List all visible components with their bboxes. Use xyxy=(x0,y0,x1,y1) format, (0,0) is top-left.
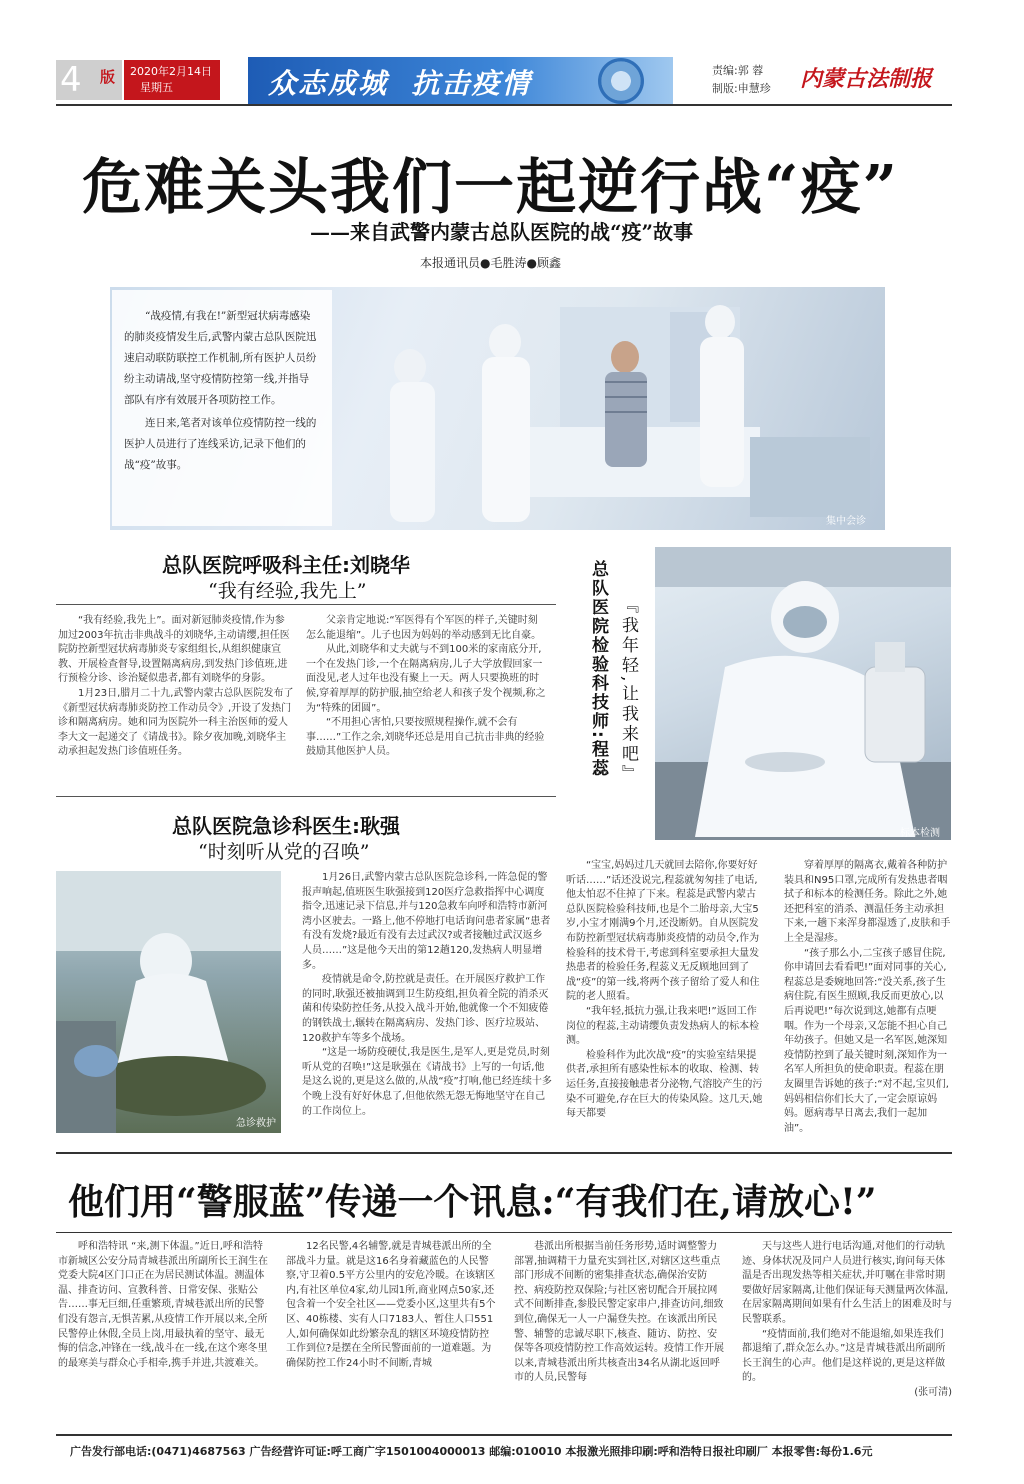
article-column xyxy=(302,871,552,1119)
intro-paragraph: 连日来,笔者对该单位疫情防控一线的医护人员进行了连线采访,记录下他们的战“疫”故事。 xyxy=(124,417,317,471)
paragraph: 12名民警,4名辅警,就是青城巷派出所的全部战斗力量。就是这16名身着藏蓝色的人民警察,守卫着0.5平方公里内的安危冷暖。在该辖区内,有社区单位4家,幼儿园1所,商业网点50家,还包含着一个安全社区——党委小区,这里共有5个区、40栋楼、实有人口7183人、暂住人口551人,如何确保如此纷繁杂乱的辖区环境疫情防控工作到位?是摆在全所民警面前的一道难题。为确保防控工作24小时不间断,青城 xyxy=(286,1241,496,1369)
intro-text xyxy=(124,306,318,478)
paragraph: “宝宝,妈妈过几天就回去陪你,你要好好听话……”话还没说完,程蕊就匆匆挂了电话,他太怕忍不住掉了下来。程蕊是武警内蒙古总队医院检验科技师,也是个二胎母亲,大宝5岁,小宝才刚满9个月,还没断奶。自从医院发布防控新型冠状病毒肺炎疫情的动员令,作为检验科的技术骨干,考虑到科室要承担大量发热患者的检验任务,程蕊义无反顾地回到了战“疫”的第一线,将两个孩子留给了爱人和住院的老人照看。 xyxy=(566,860,760,1003)
section-rule xyxy=(56,796,556,797)
paragraph: “不用担心害怕,只要按照规程操作,就不会有事……”工作之余,刘晓华还总是用自己抗击非典的经验鼓励其他医护人员。 xyxy=(306,717,545,758)
paragraph: “疫情面前,我们绝对不能退缩,如果连我们都退缩了,群众怎么办。”这是青城巷派出所副所长王润生的心声。他们是这样说的,更是这样做的。 xyxy=(742,1328,946,1384)
paragraph: 疫情就是命令,防控就是责任。在开展医疗救护工作的同时,耿强还被抽调到卫生防疫组,担负着全院的消杀灭菌和传染防控任务,从投入战斗开始,他就像一个不知疲倦的钢铁战士,辗转在隔离病房、发热门诊、医疗垃圾站、120救护车等多个战场。 xyxy=(302,974,549,1044)
producer: 制版:申慧珍 xyxy=(712,82,771,95)
article-column xyxy=(514,1240,726,1386)
paragraph: 呼和浩特讯 “来,测下体温。”近日,呼和浩特市新城区公安分局青城巷派出所副所长王润生在党委大院4区门口正在为居民测试体温。测温体温、排查访问、宣教科普、日常安保、张贴公告……事无巨细,任重繁琐,青城巷派出所的民警们没有怨言,无惧苦累,从疫情工作开展以来,全所民警停止休假,全员上岗,用最执着的坚守、最无悔的信念,冲锋在一线,战斗在一线,在这个寒冬里的最寒美与群众心手相牵,携手并进,共渡难关。 xyxy=(58,1241,268,1369)
photo-caption: 急诊救护 xyxy=(236,1118,276,1129)
page-number: 4 xyxy=(60,60,82,100)
section-quote-geng: “时刻听从党的召唤” xyxy=(198,841,370,863)
bottom-rule xyxy=(56,1232,952,1233)
footer-rule xyxy=(56,1434,952,1436)
editor: 责编:郭 蓉 xyxy=(712,64,764,77)
article-column xyxy=(742,1240,952,1401)
paragraph: 从此,刘晓华和丈夫就与不到100米的家南底分开,一个在发热门诊,一个在隔离病房,儿子大学放假回家一面没见,老人过年也没有聚上一天。两人只要换班的时候,穿着厚厚的防护服,抽空给老人和孩子发个视频,称之为“特殊的团圆”。 xyxy=(306,644,546,714)
article-column xyxy=(306,614,546,760)
paragraph: 巷派出所根据当前任务形势,适时调整警力部署,抽调精干力量充实到社区,对辖区这些重点部门形成不间断的密集排查状态,确保治安防控、病疫防控双保险;与社区密切配合开展拉网式不间断排查,参股民警定家串户,排查访问,细致到位,确保无一人一户漏登失控。在该派出所民警、辅警的忠诚尽职下,核查、随访、防控、安保等各项疫情防控工作高效运转。疫情工作开展以来,青城巷派出所共核查出34名从湖北返回呼市的人员,民警每 xyxy=(514,1241,724,1384)
article-column xyxy=(784,859,952,1136)
bottom-rule xyxy=(56,1152,952,1154)
weekday: 星期五 xyxy=(140,81,173,94)
section-title-liu: 总队医院呼吸科主任:刘晓华 xyxy=(162,553,410,577)
ambulance-photo-illustration xyxy=(56,871,281,1133)
paragraph: 天与这些人进行电话沟通,对他们的行动轨迹、身体状况及同户人员进行核实,询问每天体温是否出现发热等相关症状,并叮嘱在非常时期要做好居家隔离,让他们保证每天测量两次体温,在居家隔离期间如果有什么生活上的困难及时与民警联系。 xyxy=(742,1241,952,1325)
intro-paragraph: “战疫情,有我在!”新型冠状病毒感染的肺炎疫情发生后,武警内蒙古总队医院迅速启动联防联控工作机制,所有医护人员纷纷主动请战,坚守疫情防控第一线,并指导部队有序有效展开各项防控工作。 xyxy=(124,310,317,406)
paragraph: 1月23日,腊月二十九,武警内蒙古总队医院发布了《新型冠状病毒肺炎防控工作动员令》,开设了发热门诊和隔离病房。她和同为医院外一科主治医师的爱人李大文一起递交了《请战书》。除夕夜加晚,刘晓华主动承担起发热门诊值班任务。 xyxy=(58,687,294,758)
paragraph: “孩子那么小,二宝孩子感冒住院,你申请回去看看吧!”面对同事的关心,程蕊总是委婉地回答:“没关系,孩子生病住院,有医生照顾,我反而更放心,以后再说吧!”每次说到这,她都有点哽咽。作为一个母亲,又怎能不担心自己年幼孩子。但她又是一名军医,她深知疫情防控到了最关键时刻,深知作为一名军人所担负的使命职责。程蕊在朋友圈里告诉她的孩子:“对不起,宝贝们,妈妈相信你们长大了,一定会原谅妈妈。愿病毒早日离去,我们一起加油”。 xyxy=(784,947,949,1134)
ambulance-photo xyxy=(56,871,281,1133)
main-headline: 危难关头我们一起逆行战“疫” xyxy=(82,153,900,223)
paragraph: 父亲肯定地说:“军医得有个军医的样子,关键时刻怎么能退缩”。儿子也因为妈妈的举动感到无比自豪。 xyxy=(306,615,542,641)
newspaper-logo: 内蒙古法制报 xyxy=(800,66,933,92)
author-signature: (张可清) xyxy=(914,1386,952,1398)
banner-left: 众志成城 xyxy=(268,67,389,100)
issue-date xyxy=(130,64,212,96)
article-column xyxy=(566,859,764,1122)
photo-caption: 标本检测 xyxy=(900,828,940,839)
article-column xyxy=(58,614,294,760)
paragraph: “我有经验,我先上”。面对新冠肺炎疫情,作为参加过2003年抗击非典战斗的刘晓华,主动请缨,担任医院防控新型冠状病毒肺炎专家组组长,从组织健康宣教、开展检查督导,设置隔离病房,到发热门诊值班,进行预检分诊、诊治疑似患者,都有刘晓华的身影。 xyxy=(58,615,290,685)
sub-headline: ——来自武警内蒙古总队医院的战“疫”故事 xyxy=(310,220,694,244)
article-column xyxy=(286,1240,498,1371)
header-rule xyxy=(56,104,952,106)
banner-right: 抗击疫情 xyxy=(411,67,532,100)
paragraph: 检验科作为此次战“疫”的实验室结果提供者,承担所有感染性标本的收取、检测、转运任务,直接接触患者分泌物,气溶胶产生的污染不可避免,存在巨大的传染风险。这几天,她每天都要 xyxy=(566,1049,763,1120)
article-column xyxy=(58,1240,270,1371)
section-title-geng: 总队医院急诊科医生:耿强 xyxy=(172,814,400,838)
banner-title xyxy=(268,62,532,102)
date: 2020年2月14日 xyxy=(130,65,212,78)
footer-info: 广告发行部电话:(0471)4687563 广告经营许可证:呼工商广字1501004000013 邮编:010010 本报激光照排印刷:呼和浩特日报社印刷厂 本报零售:每份1.6元 xyxy=(70,1445,873,1458)
paragraph: 穿着厚厚的隔离衣,戴着各种防护装具和N95口罩,完成所有发热患者咽拭子和标本的检测任务。除此之外,她还把科室的消杀、测温任务主动承担下来,一趟下来浑身都湿透了,皮肤和手上全是湿疹。 xyxy=(784,860,951,944)
page-suffix: 版 xyxy=(100,68,116,86)
bottom-headline: 他们用“警服蓝”传递一个讯息:“有我们在,请放心!” xyxy=(68,1181,877,1223)
lab-photo-illustration xyxy=(655,547,951,840)
photo-caption: 集中会诊 xyxy=(826,516,866,527)
paragraph: 1月26日,武警内蒙古总队医院急诊科,一阵急促的警报声响起,值班医生耿强接到120医疗急救指挥中心调度指令,迅速记录下信息,并与120急救车向呼和浩特市新河湾小区驶去。一路上,他不停地打电话询问患者家属“患者有没有发烧?最近有没有去过武汉?或者接触过武汉返乡人员……”这是他今天出的第12趟120,发热病人明显增多。 xyxy=(302,872,551,971)
section-quote-cheng: 『我年轻,让我来吧』 xyxy=(618,596,638,785)
paragraph: “我年轻,抵抗力强,让我来吧!”返回工作岗位的程蕊,主动请缨负责发热病人的标本检测。 xyxy=(566,1005,760,1047)
lab-photo xyxy=(655,547,951,840)
virus-icon xyxy=(598,58,644,104)
paragraph: “这是一场防疫硬仗,我是医生,是军人,更是党员,时刻听从党的召唤!”这是耿强在《请战书》上写的一句话,他是这么说的,更是这么做的,从战“疫”打响,他已经连续十多个晚上没有好好休息了,但他依然无怨无悔地坚守在自己的工作岗位上。 xyxy=(302,1047,552,1117)
editor-credits xyxy=(712,62,771,98)
section-rule xyxy=(56,604,556,605)
section-title-cheng: 总队医院检验科技师:程蕊 xyxy=(588,560,608,778)
byline: 本报通讯员●毛胜涛●顾鑫 xyxy=(420,256,561,270)
section-quote-liu: “我有经验,我先上” xyxy=(208,580,367,602)
